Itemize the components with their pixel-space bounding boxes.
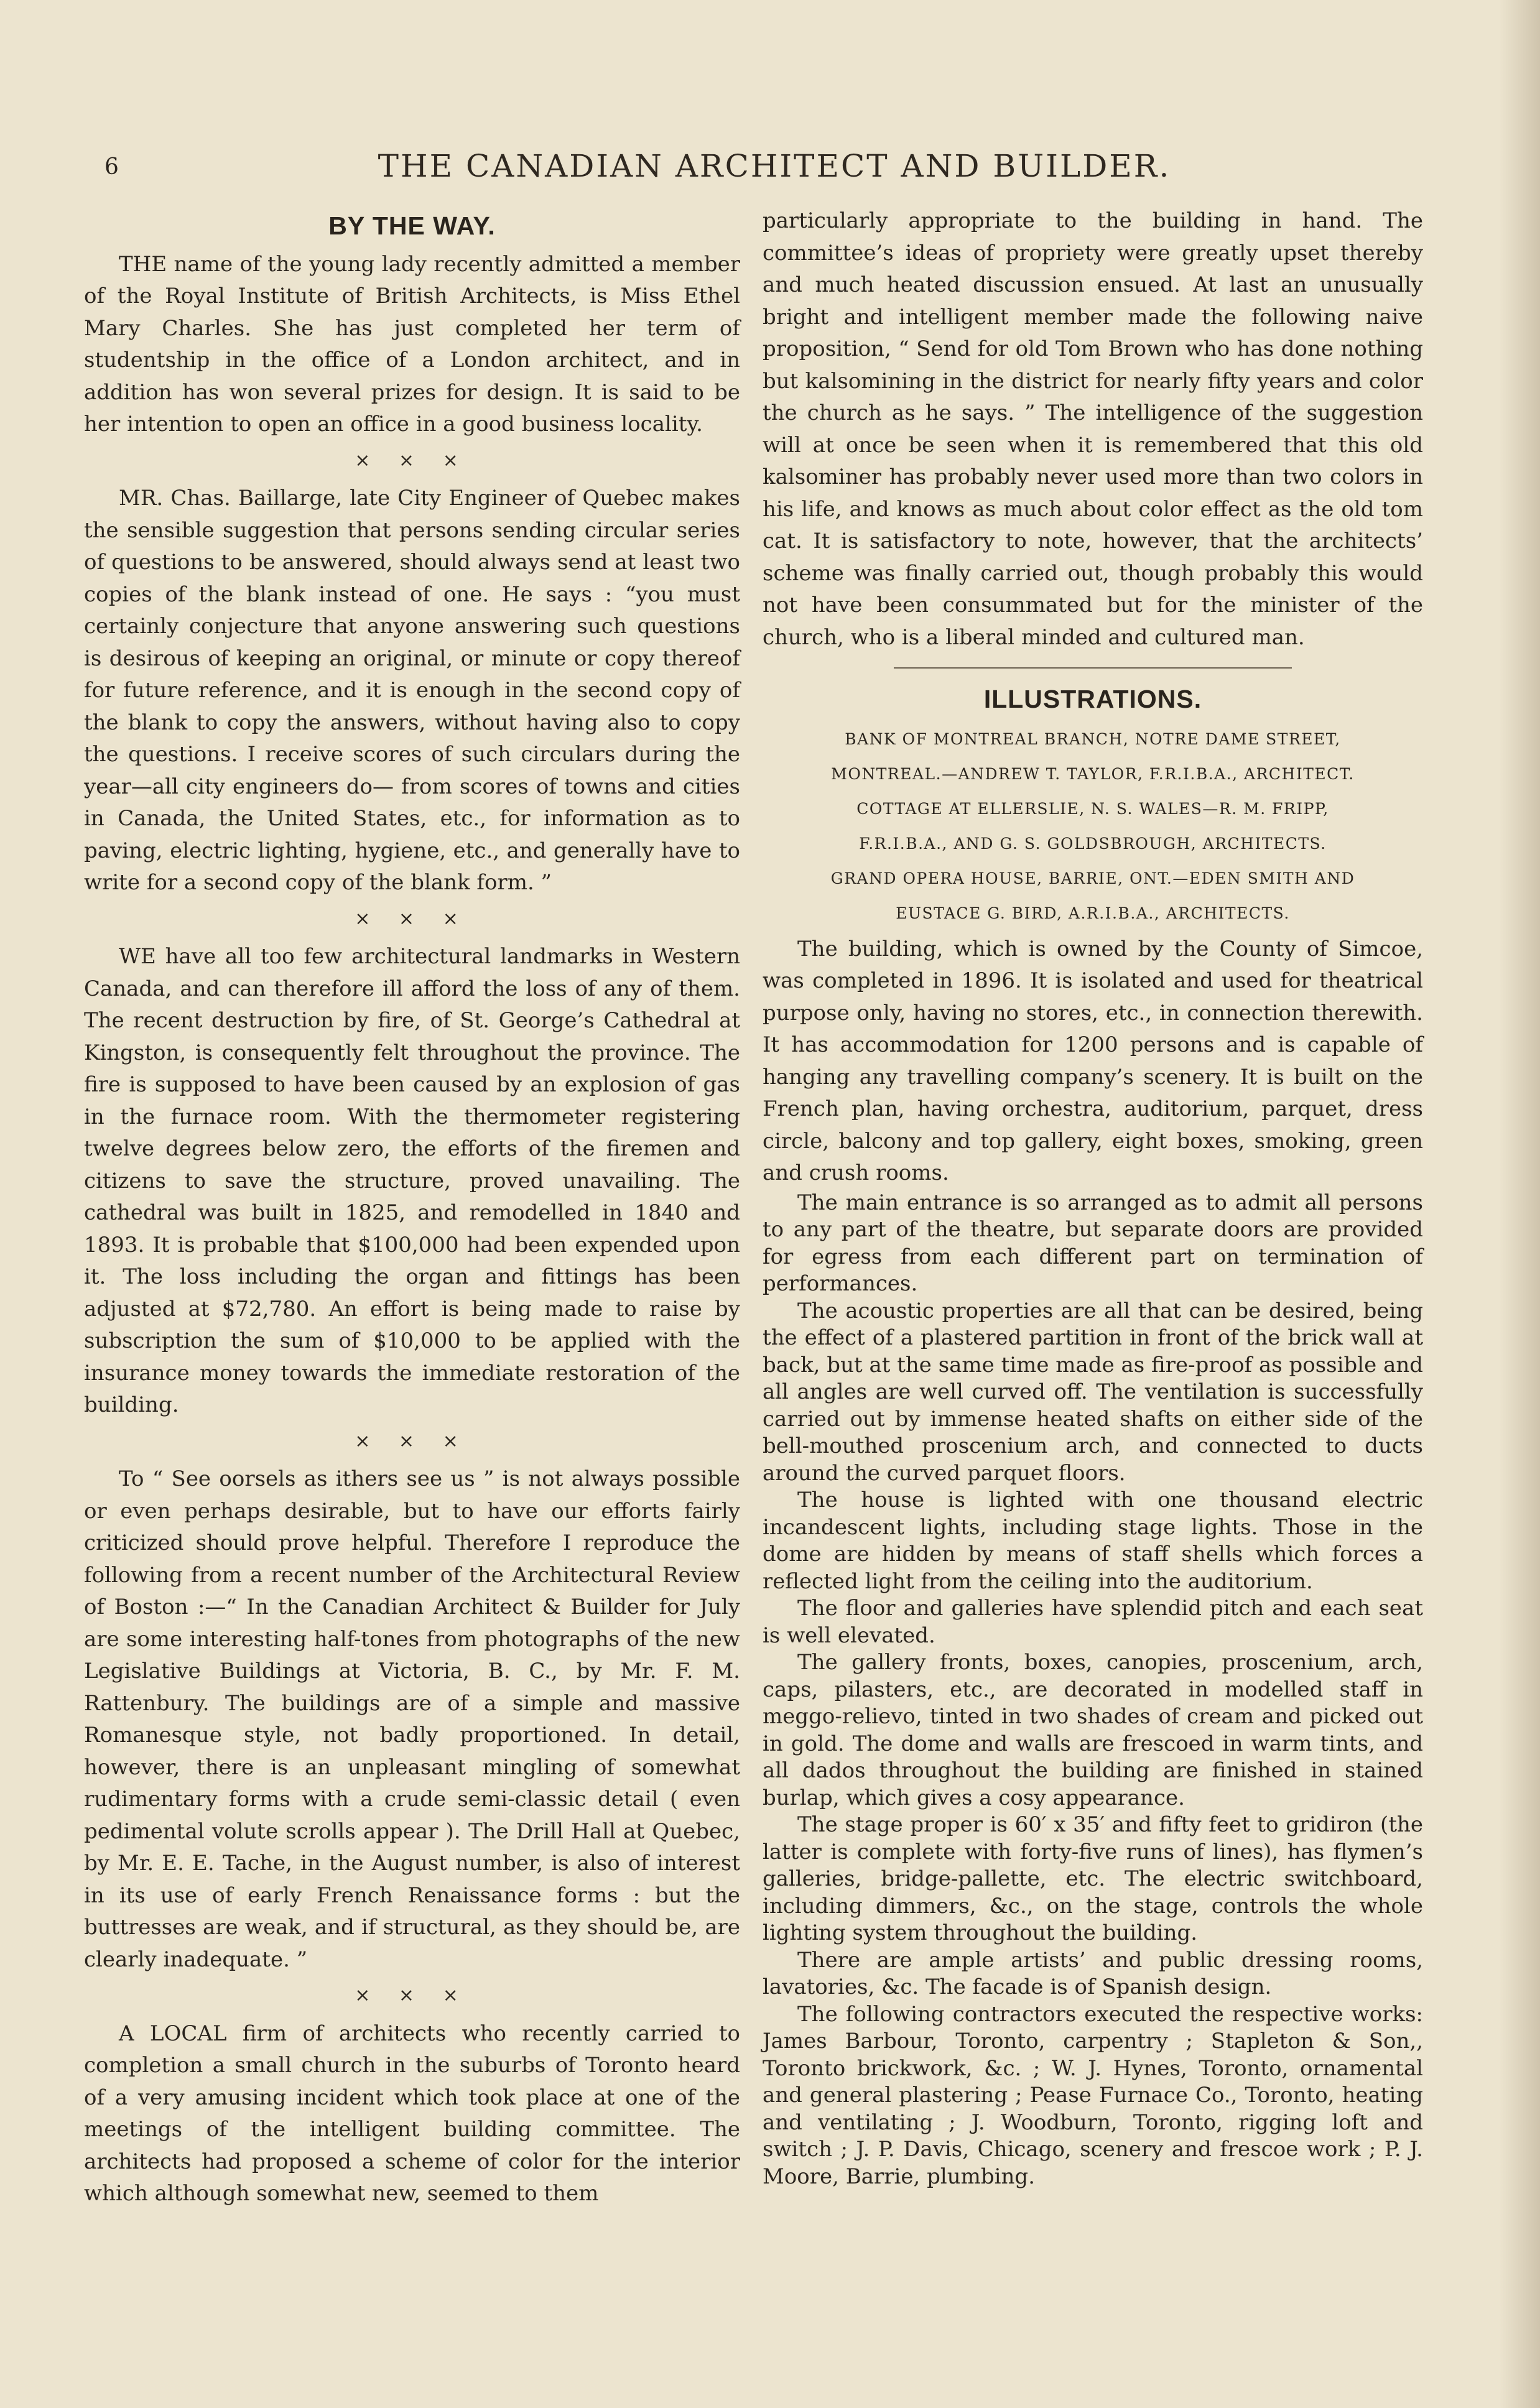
paragraph-stage: The stage proper is 60′ x 35′ and fifty feet to gridiron (the latter is complete with forty-five runs of lines), has flymen’s galleries, bridge-pallette, etc. The electric switchboard, including dimmers, &c., on the stage, controls the whole lighting system throughout the building. <box>763 1812 1423 1945</box>
paragraph-continuation: particularly appropriate to the building in hand. The committee’s ideas of propriety were greatly upset thereby and much heated discussion ensued. At last an unusually bright and intelligent member made the following naive proposition, “ Send for old Tom Brown who has done nothing but kalsomining in the district for nearly fifty years and color the church as he says. ” The intelligence of the suggestion will at once be seen when it is remembered that this old kalsominer has probably never used more than two colors in his life, and knows as much about color effect as the old tom cat. It is satisfactory to note, however, that the architects’ scheme was finally carried out, though probably this would not have been consummated but for the minister of the church, who is a liberal minded and cultured man. <box>763 208 1423 650</box>
paragraph-building: The building, which is owned by the County of Simcoe, was completed in 1896. It is isolated and used for theatrical purpose only, having no stores, etc., in connection therewith. It has accommodation for 1200 persons and is capable of hanging any travelling company’s scenery. It is built on the French plan, having orchestra, auditorium, parquet, dress circle, balcony and top gallery, eight boxes, smoking, green and crush rooms. <box>763 936 1423 1185</box>
paragraph-baillarge: MR. Chas. Baillarge, late City Engineer of Quebec makes the sensible suggestion that persons sending circular series of questions to be answered, should always send at least two copies of the blank instead of one. He says : “you must certainly conjecture that anyone answering such questions is desirous of keeping an original, or minute or copy thereof for future reference, and it is enough in the second copy of the blank to copy the answers, without having also to copy the questions. I receive scores of such circulars during the year—all city engineers do— from scores of towns and cities in Canada, the United States, etc., for information as to paving, electric lighting, hygiene, etc., and generally have to write for a second copy of the blank form. ” <box>84 486 740 895</box>
running-title: THE CANADIAN ARCHITECT AND BUILDER. <box>378 148 1171 184</box>
paragraph-review: To “ See oorsels as ithers see us ” is not always possible or even perhaps desirable, but to have our efforts fairly criticized should prove helpful. Therefore I reproduce the following from a recent number of the Architectural Review of Boston :—“ In the Canadian Architect & Builder for July are some interesting half-tones from photographs of the new Legislative Buildings at Victoria, B. C., by Mr. F. M. Rattenbury. The buildings are of a simple and massive Romanesque style, not badly proportioned. In detail, however, there is an unpleasant mingling of somewhat rudimentary forms with a crude semi-classic detail ( even pedimental volute scrolls appear ). The Drill Hall at Quebec, by Mr. E. E. Tache, in the August number, is also of interest in its use of early French Renaissance forms : but the buttresses are weak, and if structural, as they should be, are clearly inadequate. ” <box>84 1466 740 1972</box>
paragraph-church: A LOCAL firm of architects who recently carried to completion a small church in the suburbs of Toronto heard of a very amusing incident which took place at one of the meetings of the intelligent building committee. The architects had proposed a scheme of color for the interior which although somewhat new, seemed to them <box>84 2021 740 2206</box>
paragraph-floor: The floor and galleries have splendid pitch and each seat is well elevated. <box>763 1596 1423 1648</box>
paragraph-lighting: The house is lighted with one thousand electric incandescent lights, including stage lights. Those in the dome are hidden by means of staff shells which forces a reflected light from the ceiling into the auditorium. <box>763 1488 1423 1594</box>
section-separator: × × × <box>355 449 470 471</box>
right-column <box>763 205 1423 2190</box>
illustration-line: F.R.I.B.A., AND G. S. GOLDSBROUGH, ARCHITECTS. <box>859 834 1327 853</box>
section-separator: × × × <box>355 1430 470 1452</box>
by-the-way-heading: BY THE WAY. <box>328 211 496 240</box>
page-edge-shadow <box>1499 0 1540 2408</box>
left-column <box>84 205 740 2210</box>
page-number: 6 <box>104 154 119 180</box>
illustration-line: MONTREAL.—ANDREW T. TAYLOR, F.R.I.B.A., ARCHITECT. <box>831 764 1355 783</box>
illustration-line: BANK OF MONTREAL BRANCH, NOTRE DAME STREET, <box>845 729 1341 748</box>
divider-rule <box>894 667 1292 669</box>
section-separator: × × × <box>355 1984 470 2006</box>
illustration-line: EUSTACE G. BIRD, A.R.I.B.A., ARCHITECTS. <box>896 904 1290 922</box>
paragraph-acoustics: The acoustic properties are all that can be desired, being the effect of a plastered partition in front of the brick wall at back, but at the same time made as fire-proof as possible and all angles are well curved off. The ventilation is successfully carried out by immense heated shafts on either side of the bell-mouthed proscenium arch, and connected to ducts around the curved parquet floors. <box>763 1298 1423 1486</box>
section-separator: × × × <box>355 907 470 930</box>
illustration-line: GRAND OPERA HOUSE, BARRIE, ONT.—EDEN SMITH AND <box>830 869 1355 887</box>
illustrations-heading: ILLUSTRATIONS. <box>983 685 1202 713</box>
paragraph-st-georges: WE have all too few architectural landmarks in Western Canada, and can therefore ill afford the loss of any of them. The recent destruction by fire, of St. George’s Cathedral at Kingston, is consequently felt throughout the province. The fire is supposed to have been caused by an explosion of gas in the furnace room. With the thermometer registering twelve degrees below zero, the efforts of the firemen and citizens to save the structure, proved unavailing. The cathedral was built in 1825, and remodelled in 1840 and 1893. It is probable that $100,000 had been expended upon it. The loss including the organ and fittings has been adjusted at $72,780. An effort is being made to raise by subscription the sum of $10,000 to be applied with the insurance money towards the immediate restoration of the building. <box>84 944 740 1417</box>
paragraph-decoration: The gallery fronts, boxes, canopies, proscenium, arch, caps, pilasters, etc., are decorated in modelled staff in meggo-relievo, tinted in two shades of cream and picked out in gold. The dome and walls are frescoed in warm tints, and all dados throughout the building are finished in stained burlap, which gives a cosy appearance. <box>763 1650 1423 1810</box>
paragraph-entrance: The main entrance is so arranged as to admit all persons to any part of the theatre, but separate doors are provided for egress from each different part on termination of performances. <box>763 1190 1423 1296</box>
paragraph-contractors: The following contractors executed the respective works: James Barbour, Toronto, carpentry ; Stapleton & Son,, Toronto brickwork, &c. ; W. J. Hynes, Toronto, ornamental and general plastering ; Pease Furnace Co., Toronto, heating and ventilating ; J. Woodburn, Toronto, rigging loft and switch ; J. P. Davis, Chicago, scenery and frescoe work ; P. J. Moore, Barrie, plumbing. <box>763 2001 1423 2189</box>
paragraph-charles: THE name of the young lady recently admitted a member of the Royal Institute of British Architects, is Miss Ethel Mary Charles. She has just completed her term of studentship in the office of a London architect, and in addition has won several prizes for design. It is said to be her intention to open an office in a good business locality. <box>84 251 740 437</box>
paragraph-dressing-rooms: There are ample artists’ and public dressing rooms, lavatories, &c. The facade is of Spanish design. <box>763 1947 1423 1999</box>
illustration-line: COTTAGE AT ELLERSLIE, N. S. WALES—R. M. FRIPP, <box>856 799 1329 818</box>
illustrations-list <box>763 722 1423 931</box>
